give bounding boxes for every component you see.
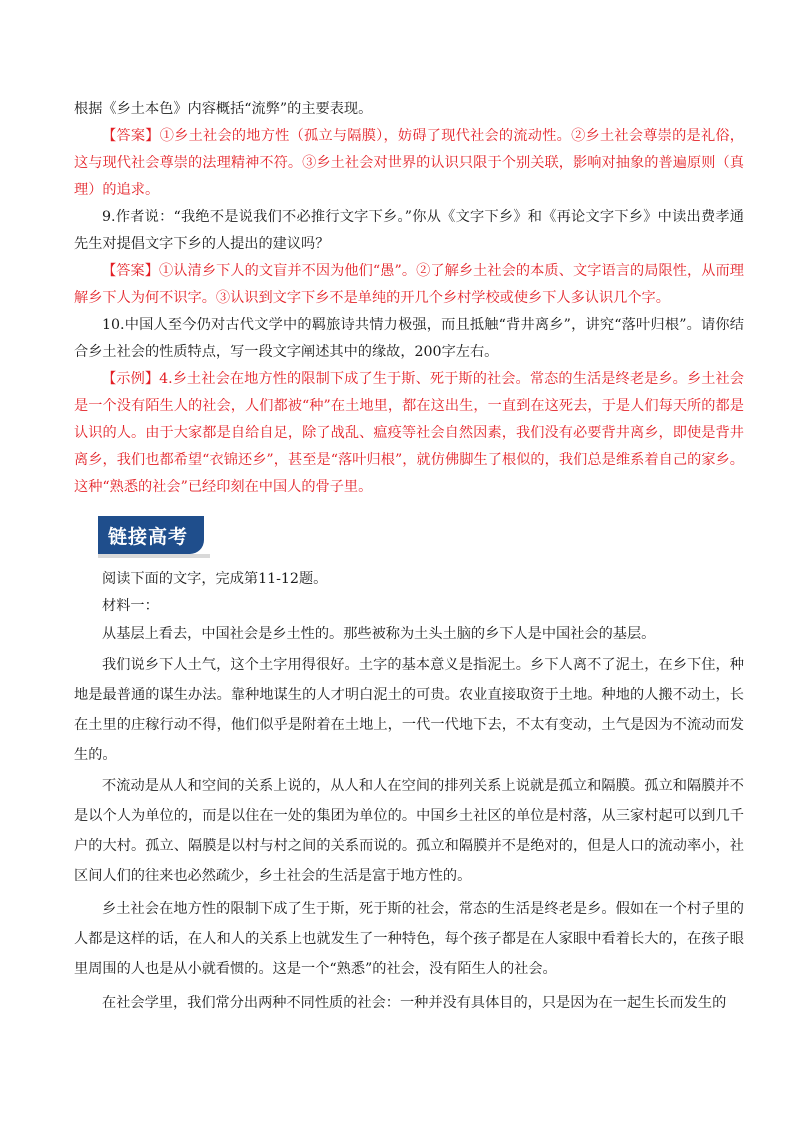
section-header-underline bbox=[98, 554, 210, 558]
question-9: 9.作者说：“我绝不是说我们不必推行文字下乡。”你从《文字下乡》和《再论文字下乡》中读出费孝通先生对提倡文字下乡的人提出的建议吗？ bbox=[74, 209, 744, 252]
section-title: 链接高考 bbox=[108, 526, 189, 548]
example-answer-10: 【示例】4.乡土社会在地方性的限制下成了生于斯、死于斯的社会。常态的生活是终老是乡。乡土社会是一个没有陌生人的社会，人们都被“种”在土地里，都在这出生，一直到在这死去，于是人们每天所的都是认识的人。由于大家都是自给自足，除了战乱、瘟疫等社会自然因素，我们没有必要背井离乡，即使是背井离乡，我们也都希望“衣锦还乡”，甚至是“落叶归根”，就仿佛脚生了根似的，我们总是维系着自己的家乡。这种“熟悉的社会”已经印刻在中国人的骨子里。 bbox=[74, 371, 744, 495]
passage-paragraph-4: 乡土社会在地方性的限制下成了生于斯，死于斯的社会，常态的生活是终老是乡。假如在一个村子里的人都是这样的话，在人和人的关系上也就发生了一种特色，每个孩子都是在人家眼中看着长大的，在孩子眼里周围的人也是从小就看惯的。这是一个“熟悉”的社会，没有陌生人的社会。 bbox=[74, 901, 744, 977]
answer-8: 【答案】①乡土社会的地方性（孤立与隔膜），妨碍了现代社会的流动性。②乡土社会尊崇的是礼俗，这与现代社会尊崇的法理精神不符。③乡土社会对世界的认识只限于个别关联，影响对抽象的普遍原则（真理）的追求。 bbox=[74, 128, 744, 198]
reading-instruction: 阅读下面的文字，完成第11-12题。 bbox=[102, 571, 328, 587]
question-10: 10.中国人至今仍对古代文学中的羁旅诗共情力极强，而且抵触“背井离乡”，讲究“落叶归根”。请你结合乡土社会的性质特点，写一段文字阐述其中的缘故，200字左右。 bbox=[74, 317, 744, 360]
question-8-tail: 根据《乡土本色》内容概括“流弊”的主要表现。 bbox=[74, 101, 373, 117]
answer-9: 【答案】①认清乡下人的文盲并不因为他们“愚”。②了解乡土社会的本质、文字语言的局限性，从而理解乡下人为何不识字。③认识到文字下乡不是单纯的开几个乡村学校或使乡下人多认识几个字。 bbox=[74, 263, 744, 306]
passage-paragraph-5: 在社会学里，我们常分出两种不同性质的社会：一种并没有具体目的，只是因为在一起生长而发生的 bbox=[102, 995, 727, 1011]
passage-paragraph-2: 我们说乡下人土气，这个土字用得很好。土字的基本意义是指泥土。乡下人离不了泥土，在乡下住，种地是最普通的谋生办法。靠种地谋生的人才明白泥土的可贵。农业直接取资于土地。种地的人搬不动土，长在土里的庄稼行动不得，他们似乎是附着在土地上，一代一代地下去，不太有变动，土气是因为不流动而发生的。 bbox=[74, 657, 744, 763]
section-header-badge bbox=[98, 516, 210, 554]
material-label: 材料一： bbox=[102, 598, 159, 614]
passage-paragraph-1: 从基层上看去，中国社会是乡土性的。那些被称为土头土脑的乡下人是中国社会的基层。 bbox=[102, 626, 656, 642]
passage-paragraph-3: 不流动是从人和空间的关系上说的，从人和人在空间的排列关系上说就是孤立和隔膜。孤立和隔膜并不是以个人为单位的，而是以住在一处的集团为单位的。中国乡土社区的单位是村落，从三家村起可以到几千户的大村。孤立、隔膜是以村与村之间的关系而说的。孤立和隔膜并不是绝对的，但是人口的流动率小，社区间人们的往来也必然疏少，乡土社会的生活是富于地方性的。 bbox=[74, 778, 744, 884]
